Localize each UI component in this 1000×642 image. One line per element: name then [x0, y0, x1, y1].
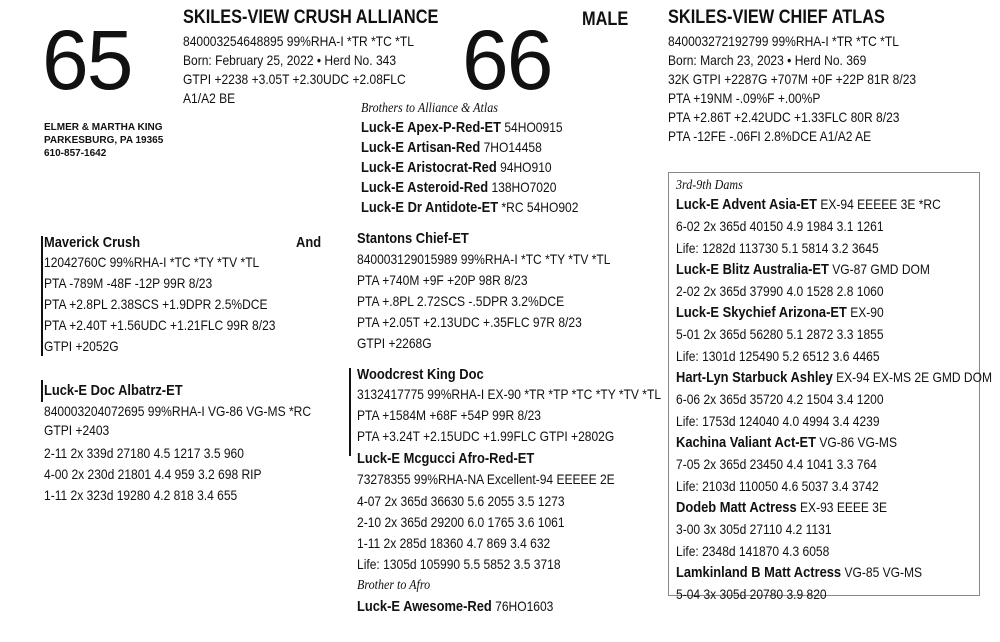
right-lot-line: PTA +19NM -.09%F +.00%P: [668, 90, 821, 106]
maternal-sire-line: PTA +3.24T +2.15UDC +1.99FLC GTPI +2802G: [357, 428, 615, 444]
left-lot-line: Born: February 25, 2022 • Herd No. 343: [183, 52, 397, 68]
brother-name: Luck-E Apex-P-Red-ET: [361, 119, 502, 136]
right-dam-line: 2-10 2x 365d 29200 6.0 1765 3.6 1061: [357, 514, 565, 530]
dam-record: 2-02 2x 365d 37990 4.0 1528 2.8 1060: [676, 283, 884, 299]
left-lot-name: SKILES-VIEW CRUSH ALLIANCE: [183, 7, 439, 28]
left-dam-bracket: [41, 380, 43, 402]
dam-entry-name: [676, 303, 992, 322]
right-sire-details: [357, 250, 652, 353]
dam-record: Life: 1301d 125490 5.2 6512 3.6 4465: [676, 348, 880, 364]
right-lot-details: [668, 32, 957, 146]
left-dam-name: Luck-E Doc Albatrz-ET: [44, 382, 183, 399]
left-lot-line: 840003254648895 99%RHA-I *TR *TC *TL: [183, 33, 414, 49]
left-sire-line: PTA +2.8PL 2.38SCS +1.9DPR 2.5%DCE: [44, 296, 268, 312]
left-sire-line: GTPI +2052G: [44, 338, 119, 354]
brothers-section: [361, 99, 614, 217]
brother-name: Luck-E Dr Antidote-ET: [361, 199, 499, 216]
dams-list: [676, 176, 1000, 604]
brother-code: 94HO910: [500, 159, 552, 175]
dam-record: Life: 1282d 113730 5.1 5814 3.2 3645: [676, 240, 879, 256]
right-sire-line: 840003129015989 99%RHA-I *TC *TY *TV *TL: [357, 251, 611, 267]
maternal-sire-name: Woodcrest King Doc: [357, 366, 484, 383]
lot-number-66: 66: [462, 13, 552, 107]
lot-number-65: 65: [42, 13, 132, 107]
brother-name: Luck-E Asteroid-Red: [361, 179, 489, 196]
brother-to-afro-code: 76HO1603: [495, 598, 554, 614]
left-dam-details: [44, 402, 355, 505]
brother-code: 138HO7020: [491, 179, 557, 195]
maternal-sire-line: 3132417775 99%RHA-I EX-90 *TR *TP *TC *TY *TV *TL: [357, 386, 662, 402]
right-dam-line: Life: 1305d 105990 5.5 5852 3.5 3718: [357, 556, 561, 572]
left-sire-bracket: [41, 236, 43, 356]
dam-record: Life: 2348d 141870 4.3 6058: [676, 543, 830, 559]
dam-record: 7-05 2x 365d 23450 4.4 1041 3.3 764: [676, 456, 877, 472]
left-lot-details: [183, 32, 452, 108]
dam-name: Luck-E Skychief Arizona-ET: [676, 304, 847, 321]
dam-score: EX-94 EEEEE 3E *RC: [820, 196, 941, 212]
brother-item: [361, 158, 578, 177]
dam-entry-name: [676, 368, 992, 387]
dam-name: Luck-E Advent Asia-ET: [676, 196, 817, 213]
brothers-heading: Brothers to Alliance & Atlas: [361, 101, 498, 116]
dam-name: Dodeb Matt Actress: [676, 499, 797, 516]
right-dam-details: [357, 470, 657, 616]
maternal-sire-bracket: [349, 368, 351, 456]
left-sire-line: 12042760C 99%RHA-I *TC *TY *TV *TL: [44, 254, 260, 270]
dam-record: 5-01 2x 365d 56280 5.1 2872 3.3 1855: [676, 326, 884, 342]
brother-to-afro-heading: Brother to Afro: [357, 578, 431, 593]
right-lot-line: 840003272192799 99%RHA-I *TR *TC *TL: [668, 33, 899, 49]
dam-name: Luck-E Blitz Australia-ET: [676, 261, 829, 278]
dam-record: Life: 2103d 110050 4.6 5037 3.4 3742: [676, 478, 879, 494]
brother-name: Luck-E Aristocrat-Red: [361, 159, 497, 176]
left-dam-line: 4-00 2x 230d 21801 4.4 959 3.2 698 RIP: [44, 466, 262, 482]
left-sire-line: PTA +2.40T +1.56UDC +1.21FLC 99R 8/23: [44, 317, 276, 333]
left-sire-details: [44, 253, 313, 356]
dam-entry-name: [676, 433, 992, 452]
dam-score: VG-85 VG-MS: [844, 564, 923, 580]
right-lot-line: PTA -12FE -.06FI 2.8%DCE A1/A2 AE: [668, 128, 872, 144]
dam-record: 6-06 2x 365d 35720 4.2 1504 3.4 1200: [676, 391, 884, 407]
left-sire-line: PTA -789M -48F -12P 99R 8/23: [44, 275, 213, 291]
dam-record: 5-04 3x 305d 20780 3.9 820: [676, 586, 827, 602]
dam-name: Hart-Lyn Starbuck Ashley: [676, 369, 833, 386]
dams-heading: 3rd-9th Dams: [676, 178, 743, 193]
breeder-phone: 610-857-1642: [44, 148, 107, 159]
brother-code: *RC 54HO902: [501, 199, 579, 215]
right-dam-line: 73278355 99%RHA-NA Excellent-94 EEEEE 2E: [357, 471, 615, 487]
brother-to-afro: [357, 597, 615, 616]
right-lot-name: SKILES-VIEW CHIEF ATLAS: [668, 7, 885, 28]
breeder-info: [44, 121, 163, 160]
dam-score: EX-90: [850, 304, 884, 320]
right-sire-name: Stantons Chief-ET: [357, 230, 469, 247]
breeder-name: ELMER & MARTHA KING: [44, 122, 163, 133]
right-lot-line: 32K GTPI +2287G +707M +0F +22P 81R 8/23: [668, 71, 917, 87]
left-dam-line: 1-11 2x 323d 19280 4.2 818 3.4 655: [44, 487, 238, 503]
right-dam-line: 4-07 2x 365d 36630 5.6 2055 3.5 1273: [357, 493, 565, 509]
dam-record: 6-02 2x 365d 40150 4.9 1984 3.1 1261: [676, 218, 884, 234]
dam-entry-name: [676, 195, 992, 214]
breeder-city: PARKESBURG, PA 19365: [44, 135, 164, 146]
dam-name: Lamkinland B Matt Actress: [676, 564, 842, 581]
and-label: And: [296, 234, 322, 251]
right-dam-line: 1-11 2x 285d 18360 4.7 869 3.4 632: [357, 535, 551, 551]
dam-score: VG-86 VG-MS: [819, 434, 897, 450]
dam-entry-name: [676, 563, 992, 582]
left-lot-line: GTPI +2238 +3.05T +2.30UDC +2.08FLC: [183, 71, 406, 87]
dam-entry-name: [676, 498, 992, 517]
dam-score: EX-93 EEEE 3E: [800, 499, 888, 515]
dam-entry-name: [676, 260, 992, 279]
right-sire-line: PTA +740M +9F +20P 98R 8/23: [357, 272, 528, 288]
brother-to-afro-name: Luck-E Awesome-Red: [357, 598, 492, 615]
brother-item: [361, 198, 578, 217]
maternal-sire-details: [357, 385, 711, 446]
left-dam-line: GTPI +2403: [44, 422, 110, 438]
left-lot-line: A1/A2 BE: [183, 90, 236, 106]
right-lot-line: PTA +2.86T +2.42UDC +1.33FLC 80R 8/23: [668, 109, 900, 125]
maternal-sire-line: PTA +1584M +68F +54P 99R 8/23: [357, 407, 541, 423]
brother-item: [361, 138, 578, 157]
brother-item: [361, 178, 578, 197]
right-sire-line: GTPI +2268G: [357, 335, 432, 351]
right-dam-name: Luck-E Mcgucci Afro-Red-ET: [357, 450, 535, 467]
right-lot-line: Born: March 23, 2023 • Herd No. 369: [668, 52, 867, 68]
dam-record: 3-00 3x 305d 27110 4.2 1131: [676, 521, 832, 537]
left-dam-line: 840003204072695 99%RHA-I VG-86 VG-MS *RC: [44, 403, 312, 419]
left-dam-line: 2-11 2x 339d 27180 4.5 1217 3.5 960: [44, 445, 244, 461]
dam-name: Kachina Valiant Act-ET: [676, 434, 817, 451]
brother-name: Luck-E Artisan-Red: [361, 139, 481, 156]
lot-sex: MALE: [582, 9, 629, 30]
dam-score: EX-94 EX-MS 2E GMD DOM: [836, 369, 992, 385]
brother-code: 54HO0915: [504, 119, 563, 135]
left-sire-name: Maverick Crush: [44, 234, 141, 251]
dam-score: VG-87 GMD DOM: [832, 261, 930, 277]
brother-item: [361, 118, 578, 137]
dam-record: Life: 1753d 124040 4.0 4994 3.4 4239: [676, 413, 880, 429]
right-sire-line: PTA +2.05T +2.13UDC +.35FLC 97R 8/23: [357, 314, 582, 330]
brother-code: 7HO14458: [483, 139, 542, 155]
right-sire-line: PTA +.8PL 2.72SCS -.5DPR 3.2%DCE: [357, 293, 565, 309]
